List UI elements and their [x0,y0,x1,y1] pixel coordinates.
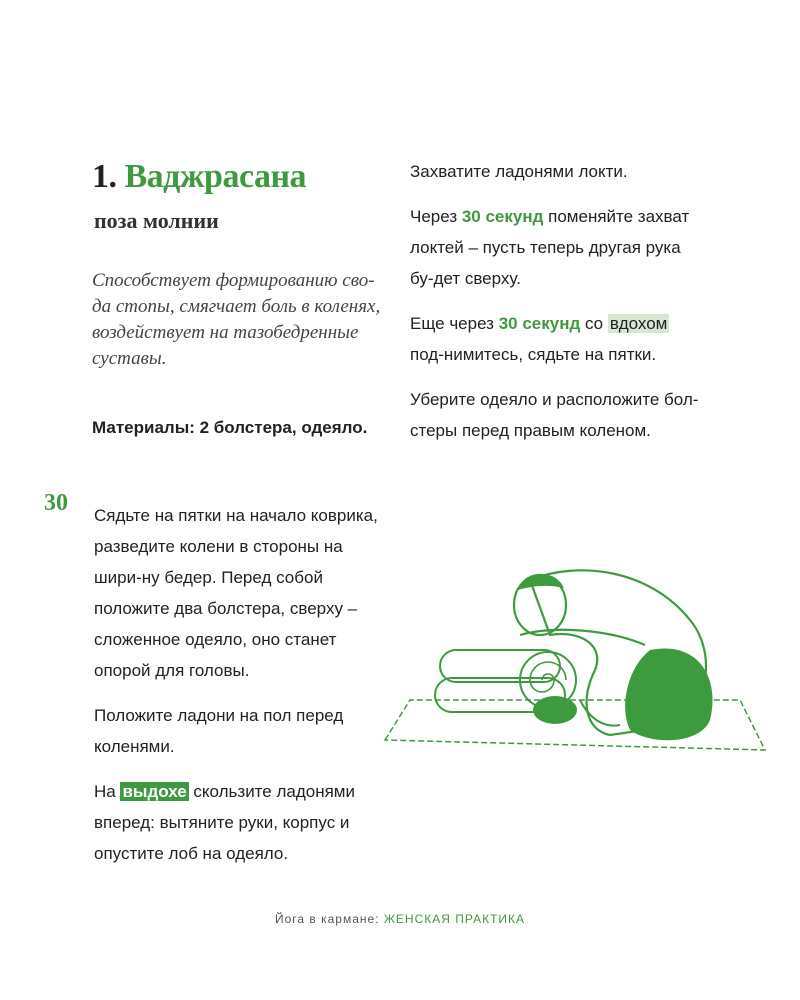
text-segment: скользите ладонями вперед: вытяните руки, корпус и опустите лоб на одеяло. [94,782,355,863]
pose-illustration [380,550,770,760]
text-segment: под-нимитесь, сядьте на пятки. [410,345,657,364]
instruction-paragraph-2: Положите ладони на пол перед коленями. [94,706,344,756]
instruction-paragraph-1: Сядьте на пятки на начало коврика, разведите колени в стороны на шири-ну бедер. Перед собой положите два болстера, сверху – сложенное одеяло, оно станет опорой для головы. [94,506,378,680]
footer-series: ЖЕНСКАЯ ПРАКТИКА [383,912,526,926]
page-marker: 30 [44,490,68,516]
text-segment: со [580,314,608,333]
pose-benefit: Способствует формированию сво-да стопы, смягчает боль в коленях, воздействует на тазобедренные суставы. [92,270,381,369]
instruction-paragraph-6 [410,308,700,370]
hair [518,574,564,590]
instruction-paragraph-5 [410,201,700,294]
instruction-paragraph-4: Захватите ладонями локти. [410,162,628,181]
pose-subtitle: поза молнии [94,208,219,233]
duration-highlight: 30 секунд [461,207,544,226]
text-segment: Еще через [410,314,499,333]
text-segment: Через [410,207,462,226]
pose-number: 1. [92,158,117,195]
legs [625,648,712,740]
pose-title [92,158,306,196]
text-segment: поменяйте захват локтей – пусть теперь другая рука бу-дет сверху. [410,207,690,288]
pose-name: Ваджрасана [124,158,307,195]
instructions-right [410,156,700,460]
inhale-highlight: вдохом [609,314,668,333]
footer [0,912,800,926]
footer-prefix: Йога в кармане: [274,912,384,926]
instruction-paragraph-3 [94,776,394,869]
exhale-highlight: выдохе [122,782,187,801]
materials-list: Материалы: 2 болстера, одеяло. [92,418,368,437]
knee [533,696,577,724]
duration-highlight: 30 секунд [498,314,581,333]
instruction-paragraph-7: Уберите одеяло и расположите бол-стеры перед правым коленом. [410,390,699,440]
instructions-left [94,500,394,883]
text-segment: На [94,782,121,801]
